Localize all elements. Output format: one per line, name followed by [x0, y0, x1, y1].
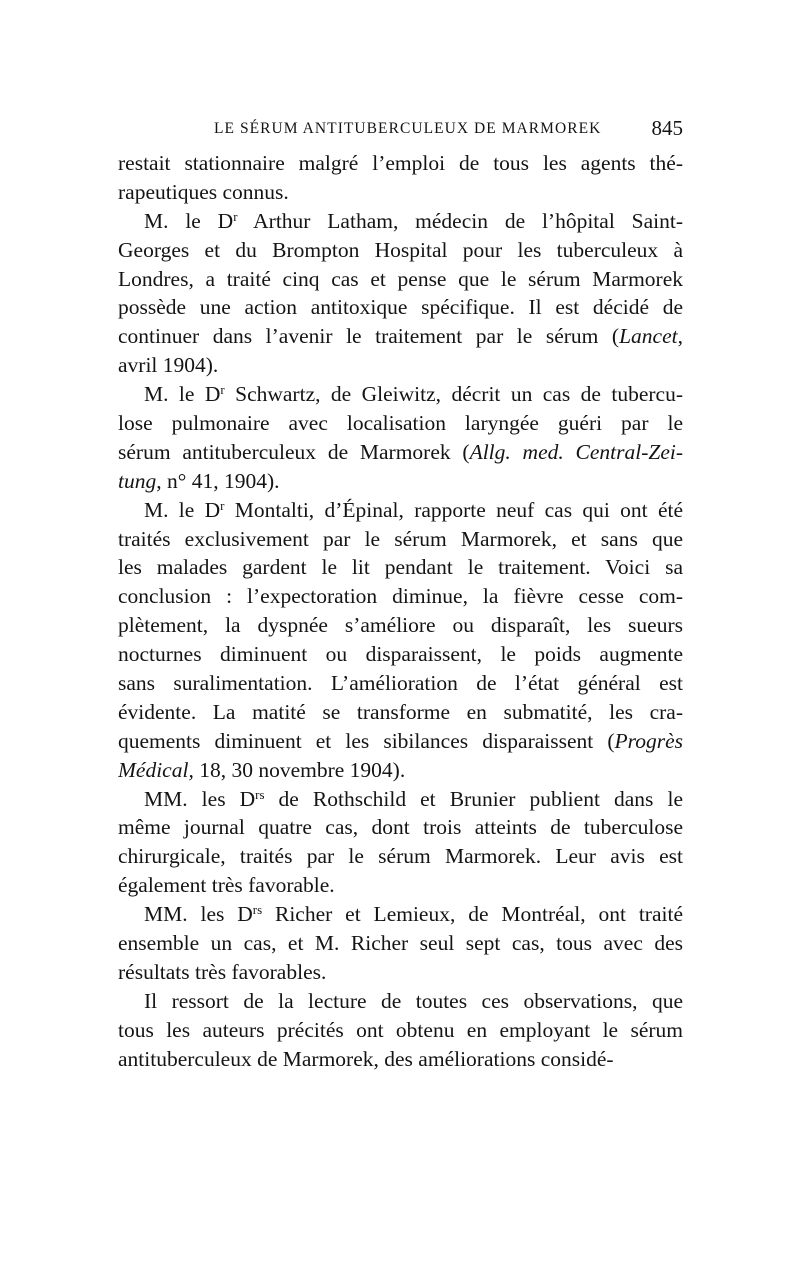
text-line [118, 1016, 683, 1045]
text-line [118, 785, 683, 814]
text-segment: nocturnes diminuent ou disparaissent, le poids augmente [118, 642, 683, 667]
superscript: rs [252, 903, 263, 918]
text-line [118, 756, 683, 785]
superscript: r [220, 498, 225, 513]
text-segment: ensemble un cas, et M. Richer seul sept cas, tous avec des [118, 931, 683, 956]
superscript: rs [255, 787, 265, 802]
italic-text: tung [118, 468, 157, 493]
text-line [118, 496, 683, 525]
text-segment: Georges et du Brompton Hospital pour les tuberculeux à [118, 237, 683, 262]
running-head [118, 116, 683, 144]
text-segment: rapeutiques connus. [118, 179, 289, 204]
superscript: r [220, 383, 225, 398]
text-line [118, 813, 683, 842]
text-line [118, 582, 683, 611]
text-segment: résultats très favorables. [118, 959, 327, 984]
superscript: r [233, 209, 238, 224]
text-line [118, 178, 683, 207]
text-segment: M. le D [144, 208, 234, 233]
text-line [118, 467, 683, 496]
text-line [118, 611, 683, 640]
text-line [118, 987, 683, 1016]
text-segment: de Rothschild et Brunier publient dans le [264, 786, 683, 811]
text-line [118, 640, 683, 669]
body-text [118, 149, 683, 1074]
text-line [118, 409, 683, 438]
text-line [118, 1045, 683, 1074]
text-segment: , n° 41, 1904). [156, 468, 280, 493]
text-segment: lose pulmonaire avec localisation laryngée guéri par le [118, 411, 683, 436]
text-line [118, 727, 683, 756]
text-segment: 18, 30 novembre 1904). [193, 757, 406, 782]
text-line [118, 900, 683, 929]
text-segment: quements diminuent et les sibilances disparaissent ( [118, 728, 615, 753]
text-line [118, 438, 683, 467]
text-segment: M. le D [144, 497, 221, 522]
text-line [118, 236, 683, 265]
text-segment: même journal quatre cas, dont trois atteints de tuberculose [118, 815, 683, 840]
text-line [118, 380, 683, 409]
text-segment: possède une action antitoxique spécifique. Il est décidé de [118, 295, 683, 320]
text-line [118, 525, 683, 554]
text-segment: Richer et Lemieux, de Montréal, ont traité [262, 902, 683, 927]
text-segment: sérum antituberculeux de Marmorek ( [118, 439, 470, 464]
text-line [118, 553, 683, 582]
text-line [118, 265, 683, 294]
text-segment: restait stationnaire malgré l’emploi de tous les agents thé- [118, 151, 683, 175]
text-segment: Londres, a traité cinq cas et pense que le sérum Marmorek [118, 266, 683, 291]
text-segment: M. le D [144, 382, 221, 407]
italic-text: Médical, [118, 757, 194, 782]
text-line [118, 958, 683, 987]
text-line [118, 929, 683, 958]
text-segment: Montalti, d’Épinal, rapporte neuf cas qui ont été [224, 497, 683, 522]
text-line [118, 351, 683, 380]
text-segment: Schwartz, de Gleiwitz, décrit un cas de tubercu- [224, 382, 683, 407]
text-segment: tous les auteurs précités ont obtenu en employant le sérum [118, 1017, 683, 1042]
text-segment: plètement, la dyspnée s’améliore ou disparaît, les sueurs [118, 613, 683, 638]
text-line [118, 322, 683, 351]
text-line [118, 698, 683, 727]
italic-text: Lancet [619, 324, 678, 349]
text-segment: traités exclusivement par le sérum Marmorek, et sans que [118, 526, 683, 551]
text-segment: chirurgicale, traités par le sérum Marmorek. Leur avis est [118, 844, 683, 869]
text-segment: Il ressort de la lecture de toutes ces observations, que [144, 988, 683, 1013]
text-segment: , [677, 324, 683, 349]
text-segment: avril 1904). [118, 353, 219, 378]
text-line [118, 149, 683, 178]
italic-text: Allg. med. Central-Zei- [469, 439, 683, 464]
text-segment: continuer dans l’avenir le traitement par le sérum ( [118, 324, 620, 349]
text-segment: conclusion : l’expectoration diminue, la fièvre cesse com- [118, 584, 683, 609]
text-segment: MM. les D [144, 786, 256, 811]
text-segment: évidente. La matité se transforme en submatité, les cra- [118, 699, 683, 724]
text-line [118, 669, 683, 698]
running-title: LE SÉRUM ANTITUBERCULEUX DE MARMOREK [214, 120, 602, 137]
text-segment: antituberculeux de Marmorek, des améliorations considé- [118, 1046, 614, 1071]
text-segment: également très favorable. [118, 873, 335, 898]
italic-text: Progrès [614, 728, 683, 753]
text-segment: les malades gardent le lit pendant le traitement. Voici sa [118, 555, 683, 580]
text-segment: Arthur Latham, médecin de l’hôpital Saint- [237, 208, 683, 233]
text-line [118, 842, 683, 871]
text-segment: sans suralimentation. L’amélioration de l’état général est [118, 671, 683, 696]
text-line [118, 293, 683, 322]
page-number: 845 [651, 116, 683, 140]
text-line [118, 871, 683, 900]
text-line [118, 207, 683, 236]
text-segment: MM. les D [144, 902, 253, 927]
